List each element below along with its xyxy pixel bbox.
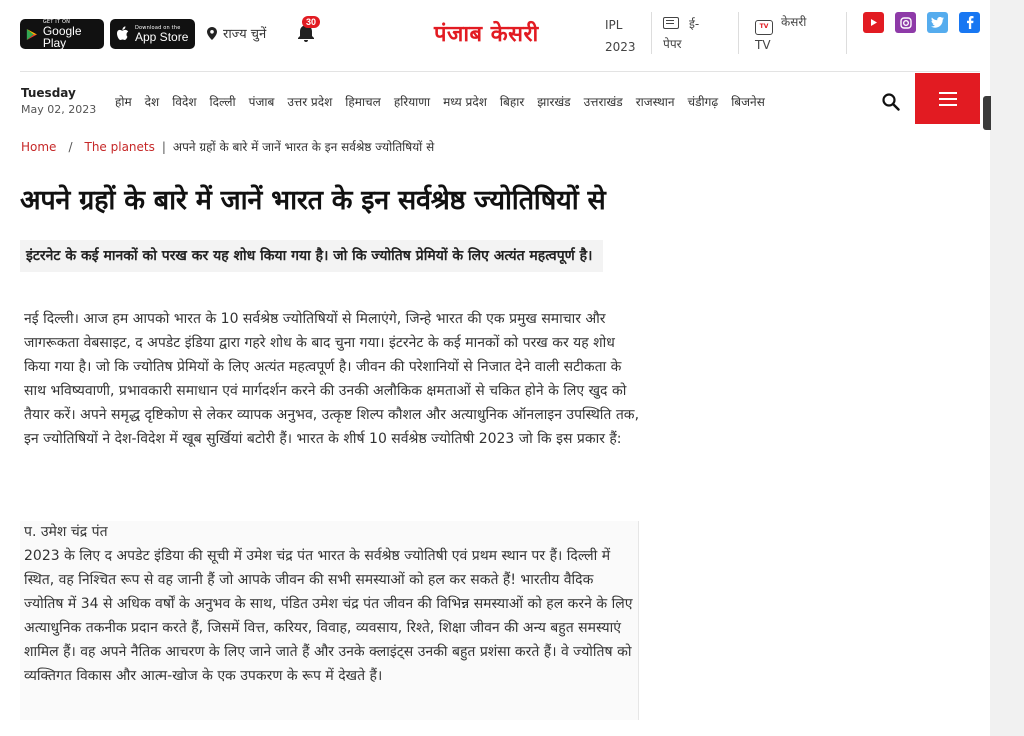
article-paragraph: नई दिल्ली। आज हम आपको भारत के 10 सर्वश्रेष्ठ ज्योतिषियों से मिलाएंगे, जिन्हे भारत की एक प्रमुख समाचार और जागरूकता वेबसाइट, द अपडेट इंडिया द्वारा गहरे शोध के बाद चुना गया। इंटरनेट के कई मानकों को परख कर यह शोध किया गया है। जो कि ज्योतिष प्रेमियों के लिए अत्यंत महत्वपूर्ण है। जीवन की परेशानियों से निजात देने वाली सटीकता के साथ भविष्यवाणी, प्रभावकारी समाधान एवं मार्गदर्शन करने की उनकी अलौकिक क्षमताओं से चकित होने के लिए खुद को तैयार करें। अपने समृद्ध दृष्टिकोण से लेकर व्यापक अनुभव, उत्कृष्ट शिल्प कौशल और अत्याधुनिक ऑनलाइन उपस्थिति तक, इन ज्योतिषियों ने देश-विदेश में खूब सुर्खियां बटोरी हैं। भारत के शीर्ष 10 सर्वश्रेष्ठ ज्योतिषी 2023 जो कि इस प्रकार हैं: [24, 311, 640, 447]
facebook-icon[interactable] [959, 12, 980, 33]
breadcrumb-current: अपने ग्रहों के बारे में जानें भारत के इन सर्वश्रेष्ठ ज्योतिषियों से [172, 140, 435, 154]
state-selector[interactable] [207, 24, 266, 42]
hamburger-line [939, 92, 957, 94]
epaper-link[interactable] [663, 14, 723, 54]
hamburger-line [939, 104, 957, 106]
nav-item[interactable]: हिमाचल [345, 95, 381, 109]
date-day: Tuesday [21, 86, 76, 100]
app-store-badge[interactable] [110, 19, 195, 49]
astrologer-name: प. उमेश चंद्र पंत [24, 524, 108, 540]
date-full: May 02, 2023 [21, 103, 97, 116]
divider [651, 12, 652, 54]
nav-item[interactable]: बिहार [499, 95, 525, 109]
breadcrumb-home[interactable]: Home [21, 139, 57, 154]
nav-item[interactable]: झारखंड [537, 95, 571, 109]
nav-item[interactable]: उत्तर प्रदेश [287, 95, 333, 109]
nav-item[interactable]: हरियाणा [393, 95, 431, 109]
nav-item[interactable]: चंडीगढ़ [687, 95, 719, 109]
ipl-label: IPL [605, 18, 623, 32]
hamburger-line [939, 98, 957, 100]
nav-item[interactable]: बिजनेस [731, 95, 765, 109]
kesari-tv-label-2: TV [755, 38, 771, 52]
state-selector-label: राज्य चुनें [223, 27, 267, 42]
article-lead: इंटरनेट के कई मानकों को परख कर यह शोध किया गया है। जो कि ज्योतिष प्रेमियों के लिए अत्यंत महत्वपूर्ण है। [20, 240, 603, 272]
nav-item[interactable]: राजस्थान [635, 95, 675, 109]
app-store-label: App Store [135, 29, 189, 44]
hamburger-menu-button[interactable] [915, 73, 980, 124]
youtube-icon[interactable] [863, 12, 884, 33]
google-play-badge[interactable] [20, 19, 104, 49]
instagram-icon[interactable] [895, 12, 916, 33]
kesari-tv-label: केसरी [781, 15, 807, 29]
kesari-tv-link[interactable] [755, 12, 806, 55]
breadcrumb-separator: | [161, 139, 166, 154]
notification-badge: 30 [302, 16, 320, 28]
search-icon[interactable] [882, 93, 900, 111]
breadcrumb-separator: / [68, 139, 73, 154]
twitter-icon[interactable] [927, 12, 948, 33]
header-divider [20, 71, 980, 72]
epaper-label-2: पेपर [663, 37, 682, 51]
google-play-label: Google Play [42, 23, 82, 50]
nav-item[interactable]: दिल्ली [209, 95, 236, 109]
newspaper-icon [663, 17, 679, 29]
nav-item[interactable]: होम [115, 95, 132, 109]
nav-item[interactable]: मध्य प्रदेश [443, 95, 487, 109]
page-gutter [990, 0, 1024, 736]
scroll-tab[interactable] [983, 96, 991, 130]
nav-item[interactable]: विदेश [172, 95, 197, 109]
article-title: अपने ग्रहों के बारे में जानें भारत के इन सर्वश्रेष्ठ ज्योतिषियों से [20, 185, 606, 216]
play-store-icon [26, 27, 38, 42]
divider [738, 12, 739, 54]
breadcrumb-section[interactable]: The planets [84, 139, 155, 154]
breadcrumb [21, 138, 434, 155]
app-store-small: Download on the [135, 24, 181, 31]
divider [846, 12, 847, 54]
ipl-link[interactable] [605, 14, 636, 58]
date-block [21, 86, 96, 116]
google-play-small: GET IT ON [42, 18, 71, 25]
main-nav [115, 93, 920, 113]
nav-item[interactable]: पंजाब [248, 95, 275, 109]
apple-icon [116, 26, 130, 42]
site-logo[interactable]: पंजाब केसरी [434, 22, 539, 47]
ipl-year: 2023 [605, 40, 636, 54]
nav-item[interactable]: उत्तराखंड [583, 95, 623, 109]
astrologer-paragraph: 2023 के लिए द अपडेट इंडिया की सूची में उमेश चंद्र पंत भारत के सर्वश्रेष्ठ ज्योतिषी एवं प्रथम स्थान पर हैं। दिल्ली में स्थित, वह निश्चित रूप से वह जानी हैं जो आपके जीवन की सभी समस्याओं को हल कर सकते हैं! भारतीय वैदिक ज्योतिष में 34 से अधिक वर्षों के अनुभव के साथ, पंडित उमेश चंद्र पंत जीवन की विभिन्न समस्याओं को हल करने के लिए अत्याधुनिक तकनीक प्रदान करते हैं, जिसमें वित्त, करियर, विवाह, व्यवसाय, रिश्ते, शिक्षा जीवन की अन्य बहुत समस्याएं शामिल हैं। वह अपने नैतिक आचरण के लिए जाने जाते हैं और उनके क्लाइंट्स उनकी बहुत प्रशंसा करते हैं। वे ज्योतिष को व्यक्तिगत विकास और आत्म-खोज के एक उपकरण के रूप में देखते हैं। [24, 548, 633, 684]
tv-icon: TV [755, 20, 773, 35]
nav-item[interactable]: देश [144, 95, 160, 109]
location-pin-icon [207, 27, 217, 40]
astrologer-section [20, 521, 639, 720]
epaper-label-1: ई- [689, 17, 700, 31]
